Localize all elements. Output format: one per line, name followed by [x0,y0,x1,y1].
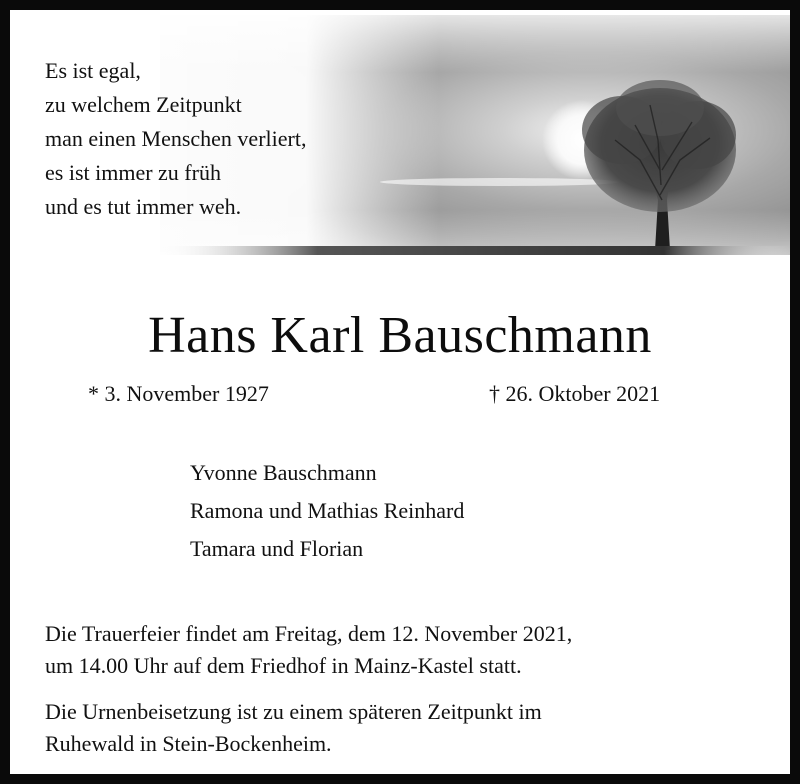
family-list [190,454,464,568]
deceased-name: Hans Karl Bauschmann [148,307,652,364]
poem [45,54,306,224]
poem-line: man einen Menschen verliert, [45,126,307,151]
poem-line: es ist immer zu früh [45,160,221,185]
family-member: Tamara und Florian [190,536,364,561]
notice-line: Ruhewald in Stein-Bockenheim. [45,731,332,756]
death-date: † 26. Oktober 2021 [489,381,661,406]
notice-line: um 14.00 Uhr auf dem Friedhof in Mainz-Kastel statt. [45,653,522,678]
poem-line: und es tut immer weh. [45,194,242,219]
notice-line: Die Trauerfeier findet am Freitag, dem 12. November 2021, [45,621,573,646]
family-member: Ramona und Mathias Reinhard [190,498,465,523]
burial-notice [45,696,755,760]
funeral-notice [45,618,755,682]
birth-date: * 3. November 1927 [88,381,269,406]
poem-line: Es ist egal, [45,58,141,83]
poem-line: zu welchem Zeitpunkt [45,92,242,117]
family-member: Yvonne Bauschmann [190,460,377,485]
notice-line: Die Urnenbeisetzung ist zu einem späteren Zeitpunkt im [45,699,542,724]
